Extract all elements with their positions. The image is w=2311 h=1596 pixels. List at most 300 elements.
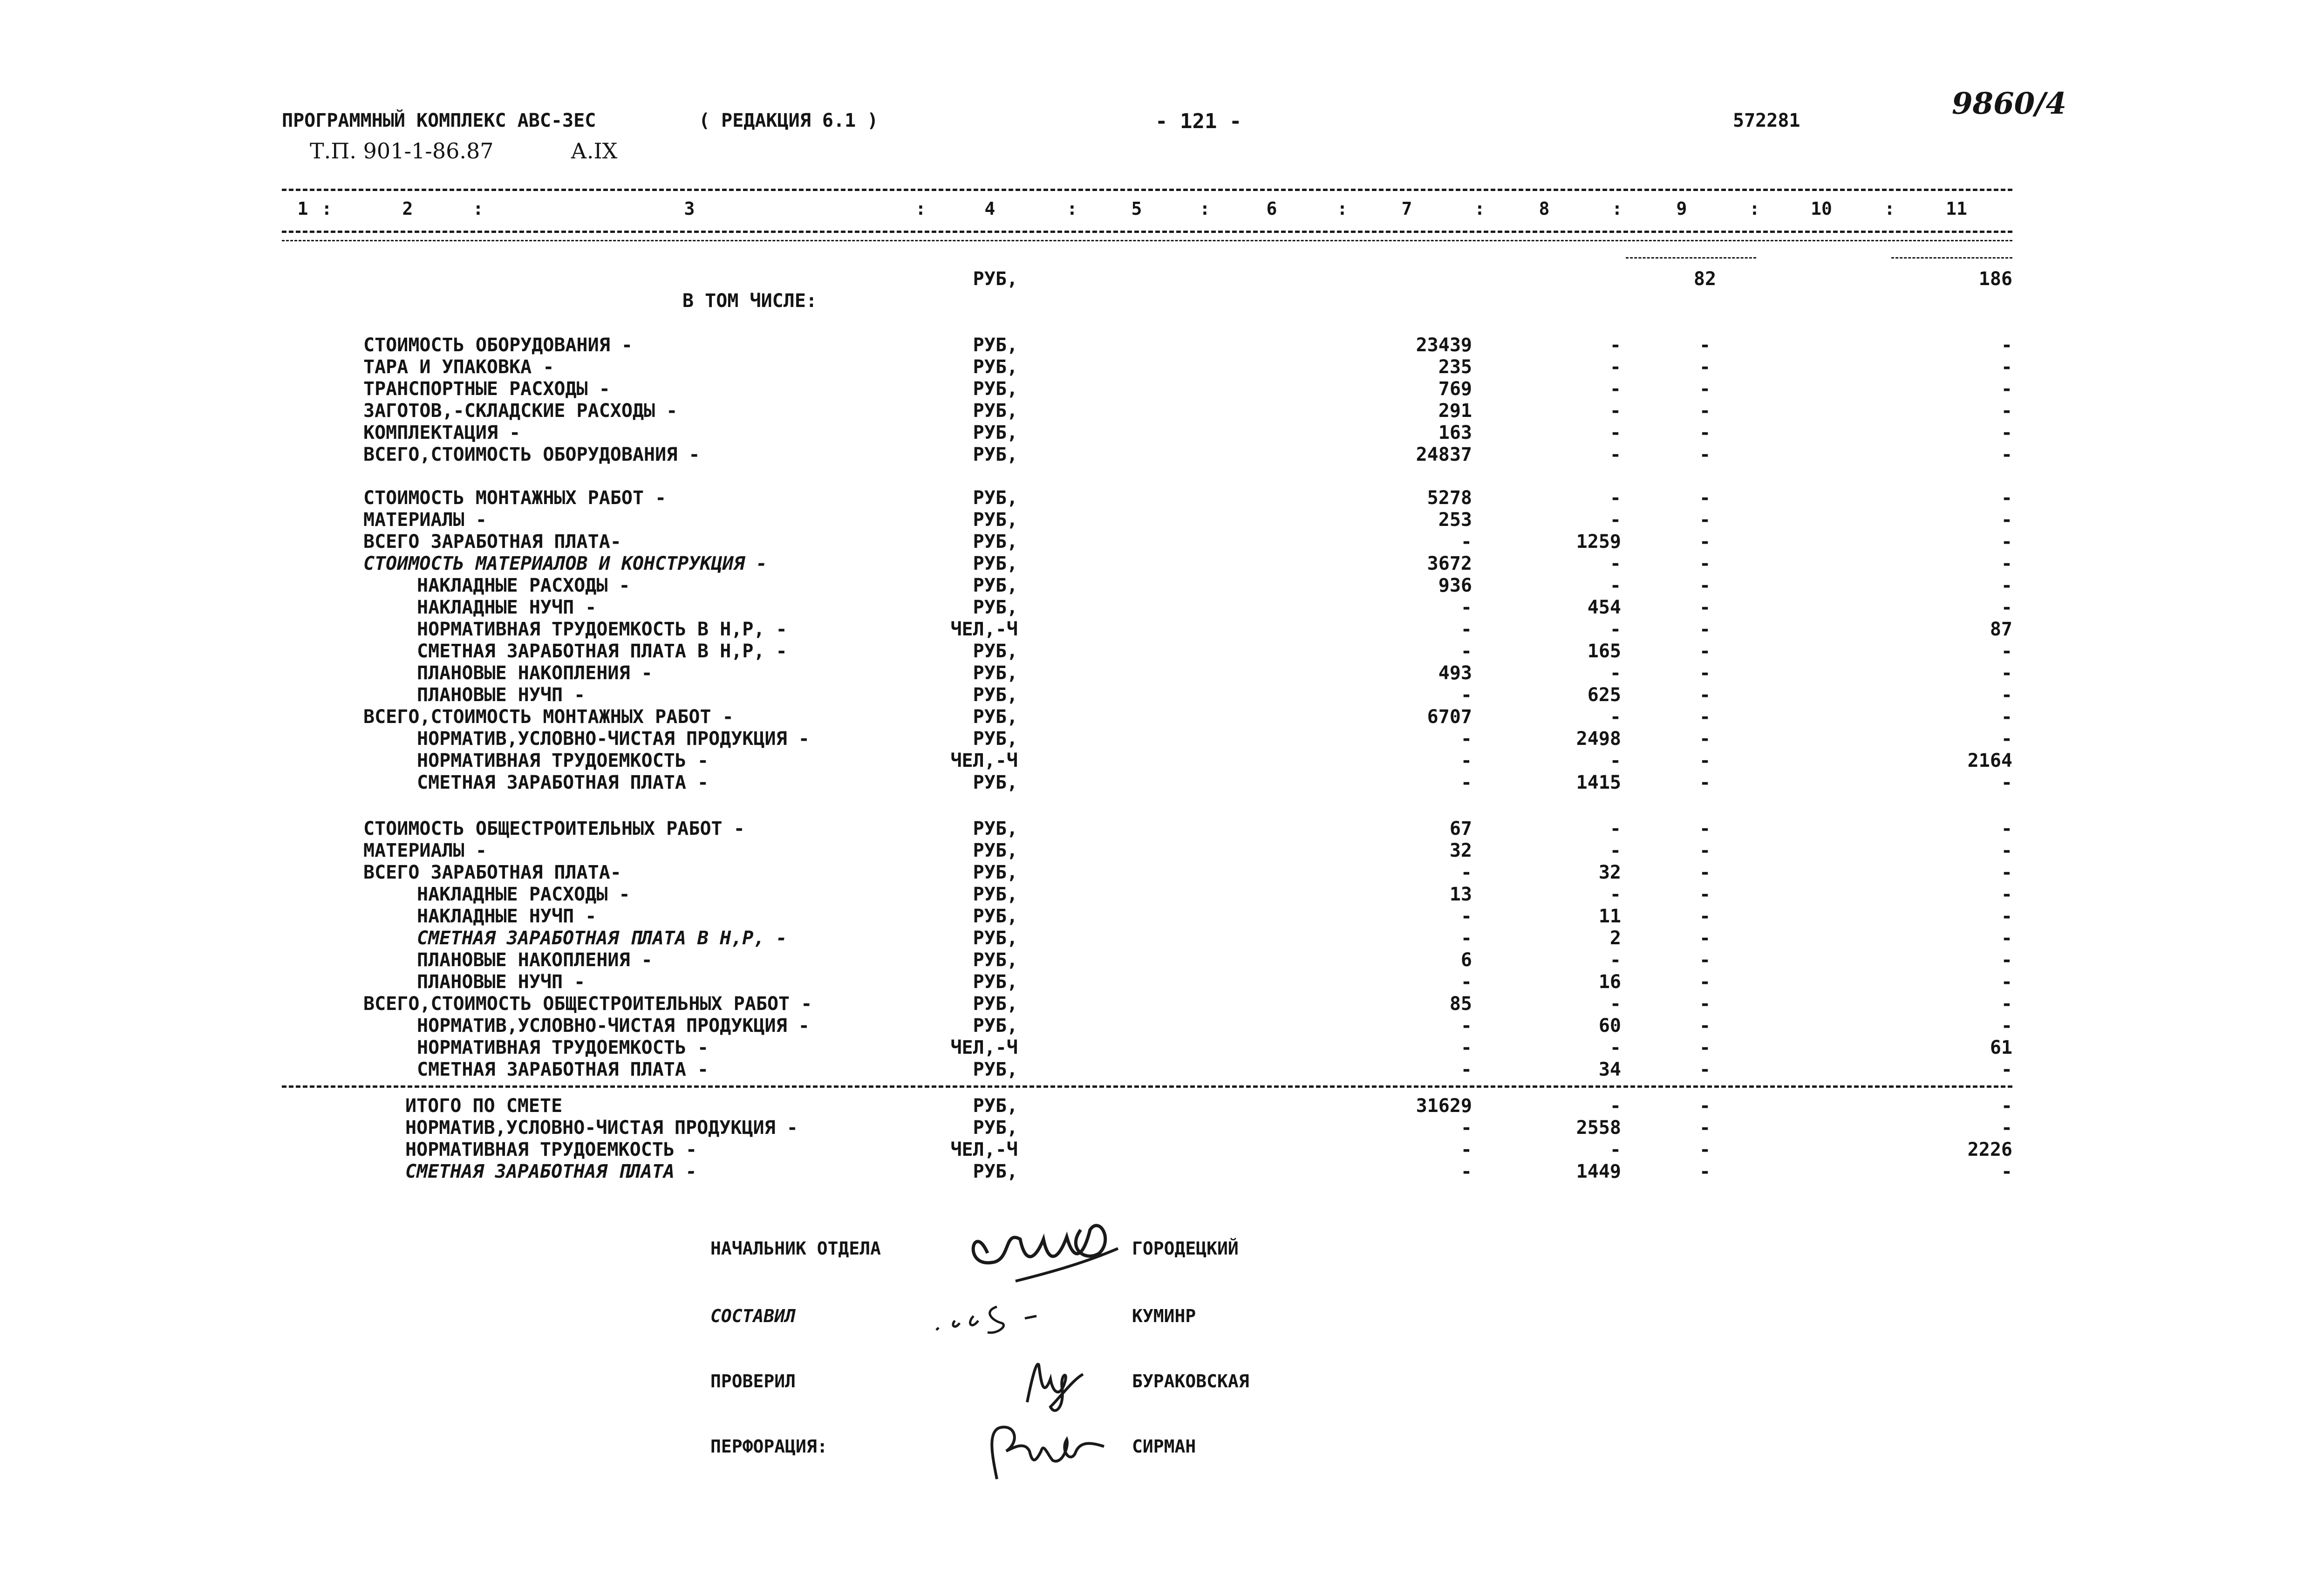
unit-cell: РУБ, [973,400,1018,422]
unit-cell: РУБ, [973,356,1018,378]
value-cell-col8: - [1609,553,1621,574]
value-cell-col11: - [2001,444,2012,465]
value-cell-col9: - [1699,378,1711,400]
value-cell-col11: - [2001,728,2012,750]
value-cell-col7: 24837 [1416,444,1472,465]
value-cell-col7: 6 [1460,949,1472,971]
value-cell-col8: 2558 [1576,1117,1621,1139]
value-cell-col11: - [2001,684,2012,706]
value-cell-col9: - [1699,706,1711,728]
signature-name: ГОРОДЕЦКИЙ [1132,1238,1239,1259]
signature-handwriting [978,1414,1113,1488]
value-cell-col9: - [1699,1037,1711,1058]
description-cell: СМЕТНАЯ ЗАРАБОТНАЯ ПЛАТА В Н,Р, - [417,641,787,662]
value-cell-col11: 87 [1990,619,2012,640]
unit-cell: РУБ, [973,509,1018,531]
table-row [0,949,2311,971]
column-header-5: 5 [1131,198,1142,219]
table-row [0,1117,2311,1139]
value-cell-col11: - [2001,818,2012,839]
value-cell-col11: - [2001,356,2012,378]
value-cell-col9: - [1699,862,1711,883]
value-cell-col8: 1415 [1576,772,1621,793]
unit-cell: РУБ, [973,662,1018,684]
description-cell: НАКЛАДНЫЕ НУЧП - [417,597,597,618]
column-header-6: 6 [1266,198,1277,219]
value-cell-col11: - [2001,706,2012,728]
unit-cell: РУБ, [973,531,1018,552]
signature-row [0,1435,2311,1463]
unit-cell: РУБ, [973,378,1018,400]
description-cell: НОРМАТИВНАЯ ТРУДОЕМКОСТЬ - [405,1139,697,1160]
column-header-2: 2 [402,198,413,219]
value-cell-col11: - [2001,862,2012,883]
value-cell-col9: - [1699,1117,1711,1139]
value-cell-col9: - [1699,531,1711,552]
unit-cell: РУБ, [973,1117,1018,1139]
unit-cell: РУБ, [973,971,1018,993]
value-cell-col9: - [1699,684,1711,706]
value-cell-col9: - [1699,728,1711,750]
value-cell-col7: 85 [1449,993,1472,1015]
value-cell-col8: - [1609,509,1621,531]
table-row [0,531,2311,553]
table-row [0,356,2311,378]
value-cell-col7: - [1460,1059,1472,1080]
unit-cell: ЧЕЛ,-Ч [950,619,1018,640]
value-cell-col7: - [1460,862,1472,883]
table-row [0,487,2311,509]
unit-cell: РУБ, [973,928,1018,949]
column-header-9: 9 [1676,198,1687,219]
value-cell-col9: - [1699,487,1711,509]
table-row [0,400,2311,422]
value-cell-col8: - [1609,884,1621,905]
value-cell-col7: 936 [1438,575,1472,596]
unit-cell: РУБ, [973,840,1018,861]
unit-cell: РУБ, [973,597,1018,618]
table-row [0,684,2311,706]
value-cell-col9: - [1699,750,1711,771]
table-row [0,378,2311,400]
description-cell: СМЕТНАЯ ЗАРАБОТНАЯ ПЛАТА - [417,772,709,793]
unit-cell: РУБ, [973,444,1018,465]
table-row [0,618,2311,641]
unit-cell: РУБ, [973,772,1018,793]
value-cell-col7: 163 [1438,422,1472,443]
value-cell-col7: - [1460,971,1472,993]
album-number: А.IX [571,138,618,164]
value-cell-col8: - [1609,1095,1621,1117]
column-separator: : [915,198,926,219]
column-header-4: 4 [984,198,995,219]
value-cell-col8: - [1609,400,1621,422]
value-cell-col7: 32 [1449,840,1472,861]
table-row [0,750,2311,772]
value-cell-col9: - [1699,884,1711,905]
value-cell-col8: 60 [1598,1015,1621,1037]
table-row [0,905,2311,928]
unit-cell: РУБ, [973,1059,1018,1080]
value-cell-col9: - [1699,1139,1711,1160]
table-row [0,509,2311,531]
table-row [0,443,2311,466]
unit-cell: РУБ, [973,993,1018,1015]
value-cell-col8: - [1609,949,1621,971]
value-cell-col7: 235 [1438,356,1472,378]
value-cell-col9: - [1699,1015,1711,1037]
description-cell: ПЛАНОВЫЕ НУЧП - [417,971,586,993]
unit-cell: ЧЕЛ,-Ч [950,1139,1018,1160]
table-row [0,993,2311,1015]
unit-cell: РУБ, [973,684,1018,706]
value-cell-col9: - [1699,422,1711,443]
value-cell-col7: 3672 [1427,553,1472,574]
value-cell-col8: 165 [1587,641,1621,662]
value-cell-col11: - [2001,1095,2012,1117]
value-cell-col9: - [1699,619,1711,640]
value-cell-col11: - [2001,840,2012,861]
value-cell-col9: - [1699,334,1711,356]
description-cell: ПЛАНОВЫЕ НАКОПЛЕНИЯ - [417,662,653,684]
value-cell-col7: 23439 [1416,334,1472,356]
value-cell-col7: 5278 [1427,487,1472,509]
value-cell-col9: - [1699,444,1711,465]
unit-cell: РУБ, [973,1095,1018,1117]
value-cell-col11: - [2001,422,2012,443]
value-cell-col9: - [1699,662,1711,684]
value-cell-col11: 61 [1990,1037,2012,1058]
unit-cell: ЧЕЛ,-Ч [950,750,1018,771]
table-row [0,574,2311,597]
column-header-7: 7 [1401,198,1412,219]
signature-row [0,1237,2311,1265]
table-row [0,1095,2311,1117]
table-header-rule-2 [282,240,2012,241]
description-cell: КОМПЛЕКТАЦИЯ - [363,422,521,443]
value-cell-col8: - [1609,487,1621,509]
value-cell-col8: 34 [1598,1059,1621,1080]
unit-cell: РУБ, [973,422,1018,443]
signature-role: ПЕРФОРАЦИЯ: [710,1436,828,1457]
value-cell-col8: 16 [1598,971,1621,993]
value-cell-col11: - [2001,641,2012,662]
value-cell-col11: 2164 [1967,750,2012,771]
table-row [0,839,2311,862]
value-cell-col8: - [1609,662,1621,684]
signature-row [0,1304,2311,1332]
handwritten-code: 9860/4 [1952,86,2067,121]
signature-row [0,1370,2311,1398]
signature-name: БУРАКОВСКАЯ [1132,1371,1249,1391]
description-cell: ПЛАНОВЫЕ НАКОПЛЕНИЯ - [417,949,653,971]
value-cell-col7: 769 [1438,378,1472,400]
value-cell-col7: 13 [1449,884,1472,905]
value-cell-col11: - [2001,1161,2012,1182]
unit-cell: РУБ, [973,949,1018,971]
column-separator: : [321,198,332,219]
value-cell-col7: 31629 [1416,1095,1472,1117]
table-row [0,334,2311,356]
description-cell: НАКЛАДНЫЕ РАСХОДЫ - [417,575,630,596]
value-cell-col7: - [1460,750,1472,771]
page-number: - 121 - [1155,109,1242,133]
unit-cell: РУБ, [973,906,1018,927]
value-cell-col8: - [1609,619,1621,640]
signature-handwriting [1018,1351,1102,1421]
value-cell-col9: - [1699,509,1711,531]
value-cell-col7: 6707 [1427,706,1472,728]
value-cell-col11: - [2001,531,2012,552]
value-cell-col7: - [1460,1161,1472,1182]
signature-role: ПРОВЕРИЛ [710,1371,796,1391]
table-row [0,883,2311,906]
value-cell-col9: - [1699,993,1711,1015]
table-row [0,861,2311,884]
table-row [0,422,2311,444]
value-cell-col7: - [1460,772,1472,793]
description-cell: НАКЛАДНЫЕ РАСХОДЫ - [417,884,630,905]
value-cell-col8: - [1609,750,1621,771]
table-row [0,771,2311,794]
value-cell-col8: 2498 [1576,728,1621,750]
value-cell-col7: 493 [1438,662,1472,684]
table-row [0,706,2311,728]
description-cell: НАКЛАДНЫЕ НУЧП - [417,906,597,927]
value-cell-col9: - [1699,928,1711,949]
table-row [0,927,2311,949]
section-subheading: В ТОМ ЧИСЛЕ: [682,290,817,312]
description-cell: СМЕТНАЯ ЗАРАБОТНАЯ ПЛАТА В Н,Р, - [417,928,787,949]
table-row [0,290,2311,312]
subtotal-rule [1626,257,1756,259]
description-cell: НОРМАТИВНАЯ ТРУДОЕМКОСТЬ - [417,750,709,771]
value-cell-col9: - [1699,1095,1711,1117]
value-cell-col8: - [1609,378,1621,400]
description-cell: МАТЕРИАЛЫ - [363,509,487,531]
description-cell: НОРМАТИВНАЯ ТРУДОЕМКОСТЬ В Н,Р, - [417,619,787,640]
value-cell-col11: - [2001,949,2012,971]
description-cell: СМЕТНАЯ ЗАРАБОТНАЯ ПЛАТА - [405,1161,697,1182]
table-row [0,268,2311,290]
unit-cell: РУБ, [973,1015,1018,1037]
edition-label: ( РЕДАКЦИЯ 6.1 ) [699,110,879,131]
value-cell-col7: - [1460,1117,1472,1139]
value-cell-col9: - [1699,971,1711,993]
description-cell: СТОИМОСТЬ МАТЕРИАЛОВ И КОНСТРУКЦИЯ - [363,553,767,574]
value-cell-col9: - [1699,949,1711,971]
description-cell: НОРМАТИВ,УСЛОВНО-ЧИСТАЯ ПРОДУКЦИЯ - [417,728,810,750]
unit-cell: РУБ, [973,553,1018,574]
value-cell-col7: - [1460,906,1472,927]
value-cell-col11: 186 [1978,268,2012,290]
value-cell-col11: - [2001,1059,2012,1080]
value-cell-col8: - [1609,818,1621,839]
value-cell-col7: 291 [1438,400,1472,422]
description-cell: СТОИМОСТЬ МОНТАЖНЫХ РАБОТ - [363,487,667,509]
value-cell-col11: - [2001,509,2012,531]
value-cell-col9: - [1699,575,1711,596]
description-cell: ВСЕГО ЗАРАБОТНАЯ ПЛАТА- [363,531,621,552]
value-cell-col7: - [1460,1015,1472,1037]
unit-cell: РУБ, [973,884,1018,905]
value-cell-col8: - [1609,993,1621,1015]
table-row [0,640,2311,662]
value-cell-col7: 253 [1438,509,1472,531]
value-cell-col11: - [2001,553,2012,574]
signature-role: СОСТАВИЛ [710,1306,796,1326]
unit-cell: РУБ, [973,1161,1018,1182]
description-cell: СМЕТНАЯ ЗАРАБОТНАЯ ПЛАТА - [417,1059,709,1080]
value-cell-col9: - [1699,906,1711,927]
value-cell-col8: - [1609,1037,1621,1058]
value-cell-col9: - [1699,818,1711,839]
value-cell-col7: - [1460,928,1472,949]
value-cell-col9: - [1699,400,1711,422]
unit-cell: РУБ, [973,268,1018,290]
value-cell-col11: - [2001,487,2012,509]
description-cell: НОРМАТИВНАЯ ТРУДОЕМКОСТЬ - [417,1037,709,1058]
table-row [0,728,2311,750]
signature-name: КУМИНР [1132,1306,1196,1326]
value-cell-col11: 2226 [1967,1139,2012,1160]
value-cell-col9: - [1699,772,1711,793]
description-cell: МАТЕРИАЛЫ - [363,840,487,861]
description-cell: ИТОГО ПО СМЕТЕ [405,1095,563,1117]
value-cell-col7: - [1460,619,1472,640]
value-cell-col7: - [1460,531,1472,552]
unit-cell: РУБ, [973,728,1018,750]
table-header-rule [282,231,2012,233]
description-cell: ВСЕГО,СТОИМОСТЬ ОБОРУДОВАНИЯ - [363,444,700,465]
value-cell-col7: - [1460,1139,1472,1160]
table-row [0,1058,2311,1081]
value-cell-col8: - [1609,334,1621,356]
value-cell-col9: - [1699,1059,1711,1080]
description-cell: ВСЕГО ЗАРАБОТНАЯ ПЛАТА- [363,862,621,883]
value-cell-col11: - [2001,662,2012,684]
unit-cell: РУБ, [973,818,1018,839]
value-cell-col8: - [1609,706,1621,728]
value-cell-col9: - [1699,597,1711,618]
column-header-3: 3 [684,198,695,219]
table-row [0,662,2311,684]
value-cell-col11: - [2001,906,2012,927]
value-cell-col8: 2 [1609,928,1621,949]
value-cell-col8: 1449 [1576,1161,1621,1182]
project-code: Т.П. 901-1-86.87 [310,138,494,164]
table-row [0,818,2311,840]
column-separator: : [473,198,484,219]
value-cell-col9: - [1699,553,1711,574]
unit-cell: РУБ, [973,862,1018,883]
description-cell: СТОИМОСТЬ ОБЩЕСТРОИТЕЛЬНЫХ РАБОТ - [363,818,745,839]
unit-cell: РУБ, [973,575,1018,596]
value-cell-col9: - [1699,356,1711,378]
value-cell-col9: - [1699,641,1711,662]
value-cell-col11: - [2001,993,2012,1015]
signature-handwriting [960,1211,1137,1290]
document-code: 572281 [1733,110,1800,131]
column-separator: : [1067,198,1077,219]
unit-cell: ЧЕЛ,-Ч [950,1037,1018,1058]
value-cell-col11: - [2001,575,2012,596]
description-cell: ТРАНСПОРТНЫЕ РАСХОДЫ - [363,378,610,400]
value-cell-col8: 32 [1598,862,1621,883]
description-cell: НОРМАТИВ,УСЛОВНО-ЧИСТАЯ ПРОДУКЦИЯ - [405,1117,798,1139]
value-cell-col8: 11 [1598,906,1621,927]
value-cell-col8: 454 [1587,597,1621,618]
value-cell-col11: - [2001,597,2012,618]
value-cell-col8: - [1609,444,1621,465]
value-cell-col11: - [2001,772,2012,793]
signature-name: СИРМАН [1132,1436,1196,1457]
column-separator: : [1612,198,1622,219]
table-row [0,1160,2311,1183]
description-cell: ПЛАНОВЫЕ НУЧП - [417,684,586,706]
unit-cell: РУБ, [973,334,1018,356]
column-separator: : [1337,198,1348,219]
signature-handwriting [927,1297,1076,1344]
table-row [0,596,2311,619]
column-separator: : [1200,198,1210,219]
column-header-8: 8 [1539,198,1550,219]
totals-rule [282,1085,2012,1088]
column-header-11: 11 [1946,198,1967,219]
table-row [0,552,2311,575]
value-cell-col9: - [1699,840,1711,861]
value-cell-col11: - [2001,971,2012,993]
unit-cell: РУБ, [973,641,1018,662]
description-cell: ЗАГОТОВ,-СКЛАДСКИЕ РАСХОДЫ - [363,400,678,422]
table-row [0,971,2311,993]
value-cell-col7: - [1460,641,1472,662]
description-cell: НОРМАТИВ,УСЛОВНО-ЧИСТАЯ ПРОДУКЦИЯ - [417,1015,810,1037]
value-cell-col7: - [1460,684,1472,706]
value-cell-col11: - [2001,400,2012,422]
value-cell-col11: - [2001,378,2012,400]
column-separator: : [1884,198,1895,219]
value-cell-col11: - [2001,334,2012,356]
value-cell-col9: - [1699,1161,1711,1182]
unit-cell: РУБ, [973,487,1018,509]
value-cell-col8: - [1609,356,1621,378]
value-cell-col8: - [1609,575,1621,596]
description-cell: СТОИМОСТЬ ОБОРУДОВАНИЯ - [363,334,633,356]
column-separator: : [1474,198,1485,219]
description-cell: ТАРА И УПАКОВКА - [363,356,554,378]
signature-role: НАЧАЛЬНИК ОТДЕЛА [710,1238,881,1259]
value-cell-col11: - [2001,1117,2012,1139]
value-cell-col8: - [1609,840,1621,861]
table-row [0,1139,2311,1161]
subtotal-rule [1891,257,2012,259]
value-cell-col7: - [1460,1037,1472,1058]
value-cell-col7: 67 [1449,818,1472,839]
description-cell: ВСЕГО,СТОИМОСТЬ МОНТАЖНЫХ РАБОТ - [363,706,734,728]
value-cell-col11: - [2001,928,2012,949]
value-cell-col8: 1259 [1576,531,1621,552]
column-header-10: 10 [1811,198,1832,219]
table-row [0,1015,2311,1037]
value-cell-col11: - [2001,1015,2012,1037]
value-cell-col7: - [1460,597,1472,618]
program-title: ПРОГРАММНЫЙ КОМПЛЕКС АВС-3ЕС [282,110,596,131]
column-header-1: 1 [297,198,308,219]
description-cell: ВСЕГО,СТОИМОСТЬ ОБЩЕСТРОИТЕЛЬНЫХ РАБОТ - [363,993,812,1015]
value-cell-col8: - [1609,422,1621,443]
value-cell-col9: 82 [1693,268,1717,290]
